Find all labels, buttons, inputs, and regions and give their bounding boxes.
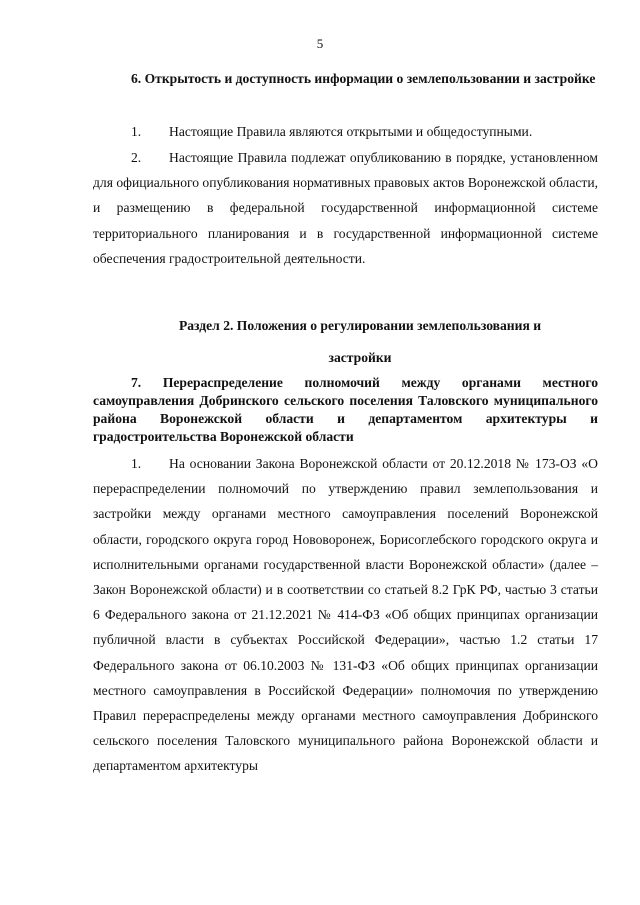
item-number: 1. [131, 456, 142, 471]
item-number: 2. [131, 150, 142, 165]
page-number: 5 [316, 36, 324, 51]
section-7-heading: 7. Перераспределение полномочий между органами местного самоуправления Добринского сельского поселения Таловского муниципального района Воронежской области и департаментом архитектуры и градостроительства Воронежской области [93, 375, 598, 444]
section-7-item-1 [93, 451, 598, 779]
section-6-item-1 [93, 119, 598, 144]
item-text: Настоящие Правила подлежат опубликованию в порядке, установленном для официального опубликования нормативных правовых актов Воронежской области, и размещению в федеральной государственной информационной системе территориального планирования и в государственной информационной системе обеспечения градостроительной деятельности. [93, 150, 598, 266]
item-text: Настоящие Правила являются открытыми и общедоступными. [169, 124, 533, 139]
part-2-heading-block [160, 310, 560, 374]
part-2-heading: Раздел 2. Положения о регулировании землепользования и застройки [178, 318, 542, 365]
item-number: 1. [131, 124, 142, 139]
section-6-heading: 6. Открытость и доступность информации о землепользовании и застройке [131, 71, 596, 86]
item-text: На основании Закона Воронежской области от 20.12.2018 № 173-ОЗ «О перераспределении полномочий по утверждению правил землепользования и застройки между органами местного самоуправления поселений Воронежской области, городского округа город Нововоронеж, Борисоглебского городского округа и исполнительными органами государственной власти Воронежской области» (далее – Закон Воронежской области) и в соответствии со статьей 8.2 ГрК РФ, частью 3 статьи 6 Федерального закона от 21.12.2021 № 414-ФЗ «Об общих принципах организации публичной власти в субъектах Российской Федерации», частью 1.2 статьи 17 Федерального закона от 06.10.2003 № 131-ФЗ «Об общих принципах организации местного самоуправления в Российской Федерации» полномочия по утверждению Правил перераспределены между органами местного самоуправления Добринского сельского поселения Таловского муниципального района Воронежской области и департаментом архитектуры [93, 456, 598, 774]
section-6 [93, 70, 598, 88]
section-6-item-2 [93, 145, 598, 271]
section-7 [93, 374, 598, 446]
